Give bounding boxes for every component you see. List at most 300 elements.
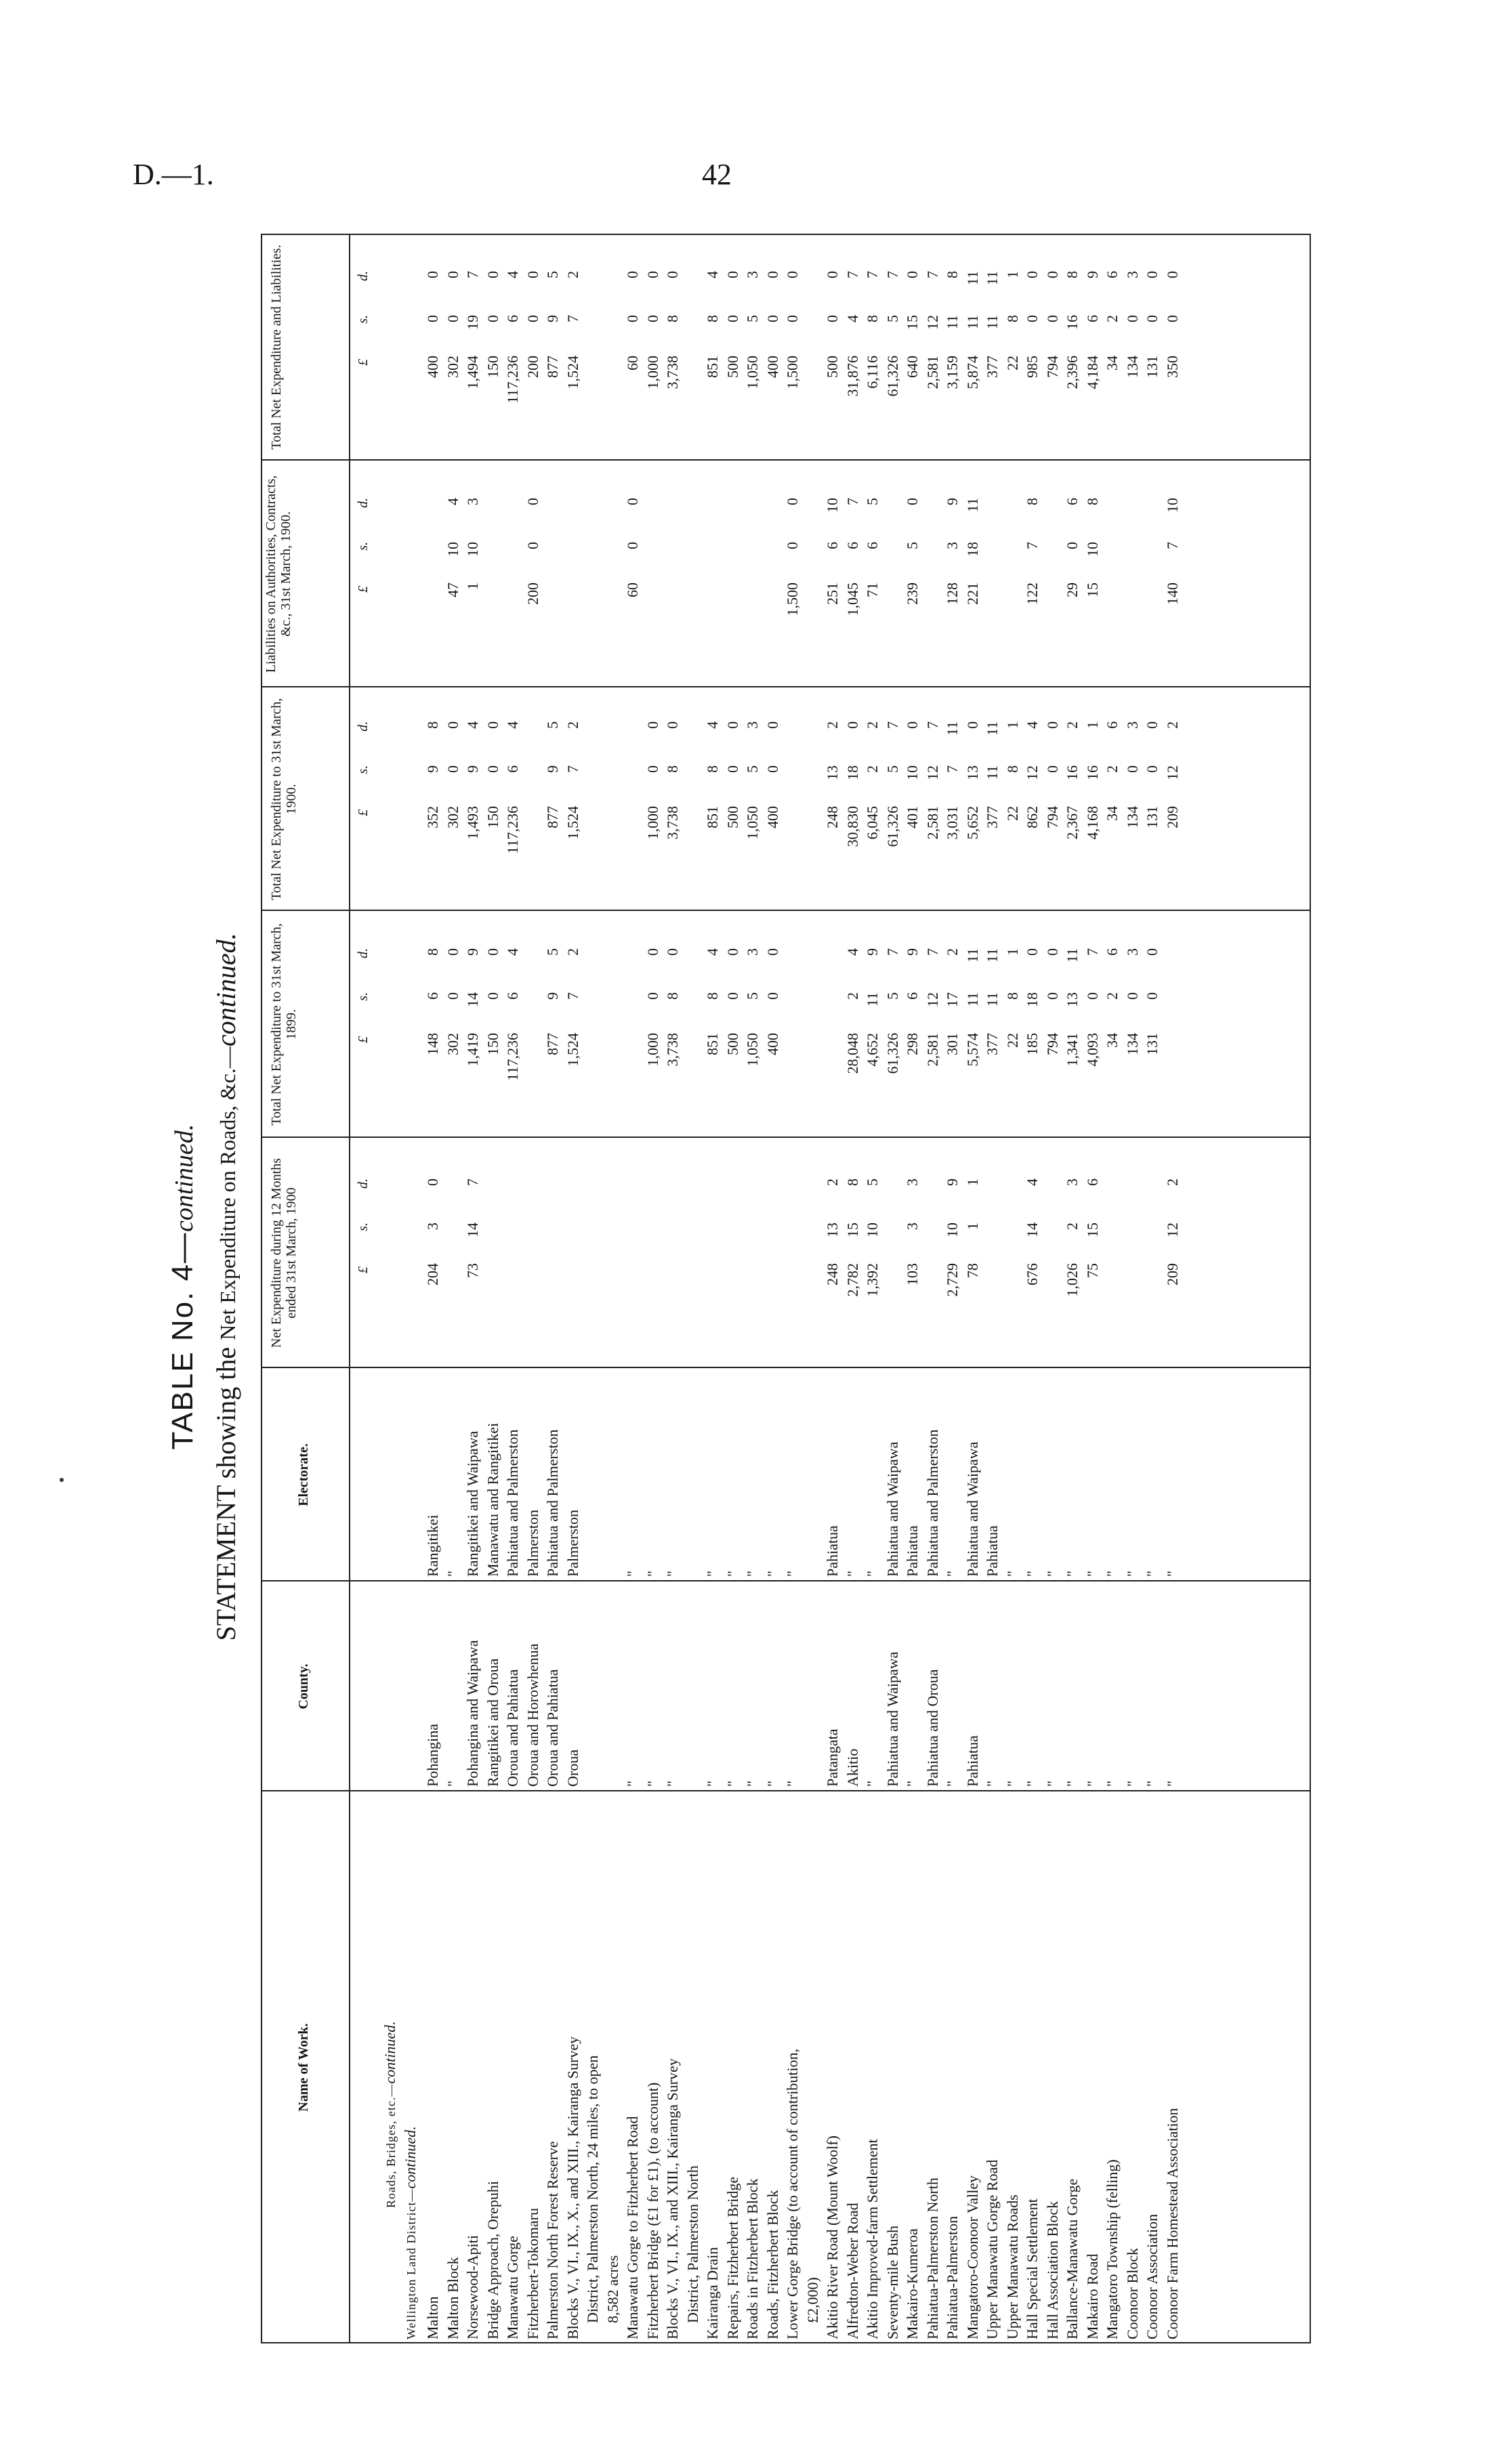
total-and-liabilities-pounds: 500 bbox=[724, 356, 741, 378]
total-to-1899-pounds: 851 bbox=[704, 1033, 721, 1055]
total-to-1900-shillings: 12 bbox=[923, 765, 941, 780]
total-to-1900-pence: 2 bbox=[1163, 721, 1181, 729]
work-name: Blocks V., VI., IX., X., and XIII., Kairanga Survey bbox=[564, 2036, 581, 2339]
total-to-1900-pounds: 1,050 bbox=[744, 806, 761, 840]
total-to-1899-pence: 4 bbox=[704, 948, 721, 956]
total-to-1899-pounds: 61,326 bbox=[883, 1033, 901, 1074]
total-to-1899-pounds: 500 bbox=[724, 1033, 741, 1055]
table-row bbox=[903, 235, 922, 2343]
total-and-liabilities-pence: 0 bbox=[664, 271, 681, 278]
total-and-liabilities-shillings: 0 bbox=[764, 315, 781, 322]
table-row bbox=[983, 235, 1002, 2343]
total-and-liabilities-pounds: 794 bbox=[1043, 356, 1061, 378]
table-row bbox=[1023, 235, 1042, 2343]
work-name: Palmerston North Forest Reserve bbox=[544, 2141, 561, 2339]
electorate-cell: " bbox=[784, 1571, 801, 1577]
net-during-year-shillings: 10 bbox=[944, 1223, 961, 1237]
total-to-1900-shillings: 5 bbox=[744, 765, 761, 773]
total-to-1900-shillings: 0 bbox=[724, 765, 741, 773]
total-to-1900-pence: 2 bbox=[864, 721, 881, 729]
net-during-year-shillings: 3 bbox=[424, 1223, 441, 1230]
total-to-1899-pence: 9 bbox=[864, 948, 881, 956]
document-reference: D.—1. bbox=[133, 158, 214, 191]
total-and-liabilities-shillings: 5 bbox=[744, 315, 761, 322]
work-name: District, Palmerston North, 24 miles, to open bbox=[584, 2055, 601, 2323]
total-and-liabilities-pounds: 640 bbox=[904, 356, 921, 378]
net-during-year-shillings: 14 bbox=[1024, 1223, 1041, 1237]
total-to-1900-pounds: 248 bbox=[824, 806, 841, 828]
liabilities-pence: 10 bbox=[824, 498, 841, 513]
electorate-cell: " bbox=[444, 1571, 461, 1577]
net-during-year-shillings: 1 bbox=[963, 1223, 981, 1230]
table-row bbox=[703, 235, 722, 2343]
total-and-liabilities-pence: 0 bbox=[444, 271, 461, 278]
total-to-1900-pence: 1 bbox=[1083, 721, 1101, 729]
total-and-liabilities-pounds: 1,524 bbox=[564, 356, 581, 389]
header-electorate: Electorate. bbox=[296, 1443, 311, 1506]
total-to-1899-pence: 11 bbox=[963, 948, 981, 963]
total-and-liabilities-pounds: 2,396 bbox=[1064, 356, 1081, 389]
total-and-liabilities-shillings: 5 bbox=[883, 315, 901, 322]
total-to-1900-pounds: 862 bbox=[1024, 806, 1041, 828]
total-to-1900-pence: 6 bbox=[1104, 721, 1121, 729]
work-name: Mangatoro-Coonoor Valley bbox=[963, 2175, 981, 2339]
electorate-cell: Pahiatua bbox=[984, 1525, 1001, 1577]
work-name: District, Palmerston North bbox=[684, 2165, 701, 2323]
table-title bbox=[166, 203, 200, 2371]
total-to-1899-pounds: 877 bbox=[544, 1033, 561, 1055]
electorate-cell: " bbox=[644, 1571, 661, 1577]
work-name: Mangatoro Township (felling) bbox=[1104, 2159, 1121, 2339]
net-during-year-pounds: 204 bbox=[424, 1263, 441, 1286]
work-name: Norsewood-Apiti bbox=[464, 2235, 481, 2339]
net-during-year-shillings: 12 bbox=[1163, 1223, 1181, 1237]
total-to-1899-shillings: 0 bbox=[484, 992, 501, 1000]
total-to-1899-pence: 6 bbox=[1104, 948, 1121, 956]
total-and-liabilities-shillings: 0 bbox=[1024, 315, 1041, 322]
net-during-year-pence: 9 bbox=[944, 1178, 961, 1186]
unit-label: d. bbox=[356, 498, 371, 508]
total-to-1899-pounds: 1,000 bbox=[644, 1033, 661, 1067]
liabilities-pence: 0 bbox=[784, 498, 801, 505]
total-to-1900-pence: 0 bbox=[764, 721, 781, 729]
total-and-liabilities-pence: 11 bbox=[984, 271, 1001, 286]
total-to-1899-shillings: 7 bbox=[564, 992, 581, 1000]
total-to-1900-pounds: 150 bbox=[484, 806, 501, 828]
net-during-year-pounds: 2,729 bbox=[944, 1263, 961, 1297]
county-cell: " bbox=[664, 1781, 681, 1787]
section-heading-text: Roads, Bridges, etc.— bbox=[384, 2083, 398, 2208]
total-to-1899-pounds: 5,574 bbox=[963, 1033, 981, 1067]
district-heading-text: Wellington Land District— bbox=[404, 2188, 418, 2339]
rotated-table-page bbox=[163, 203, 1328, 2371]
total-to-1899-pence: 1 bbox=[1003, 948, 1021, 956]
subtitle-smallcaps: Net Expenditure on Roads, &c.— bbox=[215, 1046, 240, 1340]
total-to-1899-pounds: 1,050 bbox=[744, 1033, 761, 1067]
liabilities-pence: 0 bbox=[904, 498, 921, 505]
total-to-1900-shillings: 11 bbox=[984, 765, 1001, 780]
total-and-liabilities-shillings: 15 bbox=[904, 315, 921, 330]
total-to-1900-shillings: 7 bbox=[944, 765, 961, 773]
total-to-1899-pounds: 134 bbox=[1123, 1033, 1141, 1055]
total-to-1899-shillings: 13 bbox=[1064, 992, 1081, 1007]
table-subtitle bbox=[210, 203, 242, 2371]
net-during-year-shillings: 10 bbox=[864, 1223, 881, 1237]
total-to-1899-shillings: 0 bbox=[1043, 992, 1061, 1000]
total-and-liabilities-pence: 3 bbox=[1123, 271, 1141, 278]
total-and-liabilities-pounds: 3,159 bbox=[944, 356, 961, 389]
total-to-1900-pence: 2 bbox=[824, 721, 841, 729]
total-to-1899-shillings: 0 bbox=[724, 992, 741, 1000]
total-to-1899-pence: 0 bbox=[764, 948, 781, 956]
net-during-year-pence: 2 bbox=[824, 1178, 841, 1186]
total-and-liabilities-pounds: 877 bbox=[544, 356, 561, 378]
county-cell: " bbox=[1024, 1781, 1041, 1787]
total-to-1899-shillings: 12 bbox=[923, 992, 941, 1007]
county-cell: " bbox=[744, 1781, 761, 1787]
total-to-1900-shillings: 0 bbox=[764, 765, 781, 773]
total-and-liabilities-pounds: 400 bbox=[764, 356, 781, 378]
total-and-liabilities-pence: 0 bbox=[644, 271, 661, 278]
county-cell: " bbox=[904, 1781, 921, 1787]
net-during-year-pence: 3 bbox=[1064, 1178, 1081, 1186]
total-and-liabilities-pounds: 4,184 bbox=[1083, 356, 1101, 389]
county-cell: " bbox=[1083, 1781, 1101, 1787]
total-and-liabilities-pence: 1 bbox=[1003, 271, 1021, 278]
table-row bbox=[883, 235, 902, 2343]
total-to-1900-pence: 0 bbox=[1043, 721, 1061, 729]
electorate-cell: " bbox=[624, 1571, 641, 1577]
table-row bbox=[564, 235, 583, 2343]
total-to-1900-pence: 4 bbox=[1024, 721, 1041, 729]
liabilities-shillings: 6 bbox=[843, 542, 861, 549]
table-row bbox=[843, 235, 862, 2343]
electorate-cell: Pahiatua and Waipawa bbox=[883, 1441, 901, 1577]
net-during-year-shillings: 13 bbox=[824, 1223, 841, 1237]
liabilities-pounds: 60 bbox=[624, 582, 641, 597]
total-to-1900-pounds: 401 bbox=[904, 806, 921, 828]
county-cell: Oroua bbox=[564, 1749, 581, 1787]
liabilities-pence: 5 bbox=[864, 498, 881, 505]
total-and-liabilities-pounds: 5,874 bbox=[963, 356, 981, 389]
liabilities-pounds: 200 bbox=[524, 582, 541, 605]
net-during-year-pence: 0 bbox=[424, 1178, 441, 1186]
total-to-1900-shillings: 8 bbox=[704, 765, 721, 773]
total-to-1899-pence: 3 bbox=[1123, 948, 1141, 956]
total-to-1899-pounds: 148 bbox=[424, 1033, 441, 1055]
net-during-year-pence: 3 bbox=[904, 1178, 921, 1186]
total-and-liabilities-pounds: 131 bbox=[1144, 356, 1161, 378]
work-name: Roads, Fitzherbert Block bbox=[764, 2190, 781, 2339]
total-to-1900-pence: 11 bbox=[984, 721, 1001, 736]
electorate-cell: " bbox=[1003, 1571, 1021, 1577]
total-to-1900-shillings: 0 bbox=[644, 765, 661, 773]
total-to-1900-pence: 0 bbox=[904, 721, 921, 729]
electorate-cell: Rangitikei bbox=[424, 1514, 441, 1577]
total-to-1899-pence: 9 bbox=[464, 948, 481, 956]
total-to-1900-pence: 0 bbox=[444, 721, 461, 729]
net-during-year-pounds: 78 bbox=[963, 1263, 981, 1278]
total-to-1899-pence: 0 bbox=[484, 948, 501, 956]
work-name: Blocks V., VI., IX., and XIII., Kairanga Survey bbox=[664, 2058, 681, 2339]
net-during-year-pounds: 676 bbox=[1024, 1263, 1041, 1286]
total-and-liabilities-shillings: 0 bbox=[824, 315, 841, 322]
total-and-liabilities-pence: 9 bbox=[1083, 271, 1101, 278]
table-row bbox=[1043, 235, 1062, 2343]
total-and-liabilities-pence: 0 bbox=[724, 271, 741, 278]
total-and-liabilities-pence: 0 bbox=[484, 271, 501, 278]
work-name: Makairo Road bbox=[1083, 2253, 1101, 2339]
total-and-liabilities-shillings: 8 bbox=[1003, 315, 1021, 322]
total-and-liabilities-pounds: 34 bbox=[1104, 356, 1121, 370]
total-to-1899-shillings: 0 bbox=[1123, 992, 1141, 1000]
table-row bbox=[803, 235, 822, 2343]
total-and-liabilities-pence: 0 bbox=[524, 271, 541, 278]
liabilities-pence: 3 bbox=[464, 498, 481, 505]
total-to-1899-pounds: 131 bbox=[1144, 1033, 1161, 1055]
total-to-1900-pence: 0 bbox=[484, 721, 501, 729]
total-to-1899-pence: 8 bbox=[424, 948, 441, 956]
total-and-liabilities-shillings: 0 bbox=[1123, 315, 1141, 322]
unit-label: £ bbox=[356, 586, 371, 593]
work-name: Fitzherbert-Tokomaru bbox=[524, 2208, 541, 2339]
total-and-liabilities-pounds: 302 bbox=[444, 356, 461, 378]
unit-label: s. bbox=[356, 1223, 371, 1231]
total-to-1899-pounds: 301 bbox=[944, 1033, 961, 1055]
net-during-year-pounds: 2,782 bbox=[843, 1263, 861, 1297]
total-to-1900-pence: 0 bbox=[843, 721, 861, 729]
total-to-1900-shillings: 9 bbox=[544, 765, 561, 773]
net-during-year-shillings: 15 bbox=[843, 1223, 861, 1237]
liabilities-pence: 11 bbox=[963, 498, 981, 513]
district-heading bbox=[402, 2126, 419, 2339]
section-heading bbox=[381, 2021, 399, 2208]
total-to-1900-pounds: 131 bbox=[1144, 806, 1161, 828]
total-to-1900-shillings: 10 bbox=[904, 765, 921, 780]
total-and-liabilities-pence: 2 bbox=[564, 271, 581, 278]
electorate-cell: " bbox=[1043, 1571, 1061, 1577]
work-name: Makairo-Kumeroa bbox=[904, 2228, 921, 2339]
total-to-1900-pence: 2 bbox=[564, 721, 581, 729]
total-to-1899-shillings: 0 bbox=[764, 992, 781, 1000]
total-to-1899-shillings: 5 bbox=[744, 992, 761, 1000]
table-row bbox=[684, 235, 703, 2343]
header-name-of-work: Name of Work. bbox=[296, 2023, 311, 2112]
liabilities-shillings: 10 bbox=[464, 542, 481, 557]
net-during-year-shillings: 3 bbox=[904, 1223, 921, 1230]
total-and-liabilities-pounds: 60 bbox=[624, 356, 641, 370]
total-to-1899-pounds: 3,738 bbox=[664, 1033, 681, 1067]
total-to-1900-pence: 0 bbox=[724, 721, 741, 729]
total-and-liabilities-shillings: 7 bbox=[564, 315, 581, 322]
work-name: 8,582 acres bbox=[604, 2255, 621, 2323]
electorate-cell: Pahiatua and Palmerston bbox=[504, 1429, 521, 1577]
liabilities-shillings: 7 bbox=[1024, 542, 1041, 549]
county-cell: Pahiatua and Waipawa bbox=[883, 1651, 901, 1787]
electorate-cell: Pahiatua and Palmerston bbox=[923, 1429, 941, 1577]
total-to-1899-pounds: 377 bbox=[984, 1033, 1001, 1055]
total-to-1900-pounds: 2,581 bbox=[923, 806, 941, 840]
county-cell: " bbox=[784, 1781, 801, 1787]
table-title-main: TABLE No. 4— bbox=[166, 1231, 199, 1450]
work-name: Pahiatua-Palmerston bbox=[944, 2215, 961, 2339]
total-to-1899-pence: 9 bbox=[904, 948, 921, 956]
total-to-1899-pence: 0 bbox=[1024, 948, 1041, 956]
total-to-1899-shillings: 0 bbox=[644, 992, 661, 1000]
table-row bbox=[484, 235, 503, 2343]
total-and-liabilities-shillings: 8 bbox=[704, 315, 721, 322]
total-to-1900-pounds: 400 bbox=[764, 806, 781, 828]
total-and-liabilities-pence: 7 bbox=[864, 271, 881, 278]
electorate-cell: " bbox=[724, 1571, 741, 1577]
total-to-1900-pence: 4 bbox=[504, 721, 521, 729]
work-name: Lower Gorge Bridge (to account of contribution, bbox=[784, 2048, 801, 2339]
county-cell: " bbox=[1163, 1781, 1181, 1787]
total-to-1899-pence: 4 bbox=[504, 948, 521, 956]
total-to-1900-pounds: 117,236 bbox=[504, 806, 521, 854]
total-to-1899-pounds: 794 bbox=[1043, 1033, 1061, 1055]
expenditure-table bbox=[261, 234, 1311, 2343]
total-and-liabilities-shillings: 19 bbox=[464, 315, 481, 330]
work-name: Malton Block bbox=[444, 2257, 461, 2339]
total-and-liabilities-pence: 6 bbox=[1104, 271, 1121, 278]
net-during-year-pounds: 75 bbox=[1083, 1263, 1101, 1278]
total-and-liabilities-pounds: 6,116 bbox=[864, 356, 881, 389]
county-cell: Rangitikei and Oroua bbox=[484, 1658, 501, 1787]
header-net-during-year: Net Expenditure during 12 Months ended 31st March, 1900 bbox=[269, 1158, 299, 1348]
liabilities-pounds: 239 bbox=[904, 582, 921, 605]
total-and-liabilities-pounds: 500 bbox=[824, 356, 841, 378]
table-row bbox=[1123, 235, 1142, 2343]
total-to-1899-shillings: 18 bbox=[1024, 992, 1041, 1007]
total-to-1900-pence: 0 bbox=[664, 721, 681, 729]
total-to-1899-pence: 3 bbox=[744, 948, 761, 956]
work-name: Kairanga Drain bbox=[704, 2247, 721, 2339]
total-to-1899-pence: 0 bbox=[664, 948, 681, 956]
total-to-1899-shillings: 11 bbox=[963, 992, 981, 1007]
table-row bbox=[583, 235, 602, 2343]
total-to-1899-pence: 7 bbox=[883, 948, 901, 956]
liabilities-pounds: 71 bbox=[864, 582, 881, 597]
table-row bbox=[724, 235, 743, 2343]
net-during-year-pounds: 209 bbox=[1163, 1263, 1181, 1286]
total-to-1900-pounds: 3,031 bbox=[944, 806, 961, 840]
electorate-cell: " bbox=[1163, 1571, 1181, 1577]
total-to-1900-shillings: 2 bbox=[864, 765, 881, 773]
total-and-liabilities-pounds: 400 bbox=[424, 356, 441, 378]
liabilities-shillings: 6 bbox=[864, 542, 881, 549]
liabilities-shillings: 18 bbox=[963, 542, 981, 557]
total-and-liabilities-pounds: 377 bbox=[984, 356, 1001, 378]
electorate-cell: Pahiatua bbox=[824, 1525, 841, 1577]
liabilities-pence: 7 bbox=[843, 498, 861, 505]
work-name: Manawatu Gorge bbox=[504, 2236, 521, 2339]
work-name: Upper Manawatu Gorge Road bbox=[984, 2159, 1001, 2339]
page-mark bbox=[60, 1478, 64, 1482]
total-to-1899-shillings: 6 bbox=[504, 992, 521, 1000]
table-row bbox=[444, 235, 463, 2343]
total-to-1900-pounds: 302 bbox=[444, 806, 461, 828]
total-to-1900-shillings: 13 bbox=[963, 765, 981, 780]
total-and-liabilities-shillings: 0 bbox=[724, 315, 741, 322]
total-and-liabilities-pence: 4 bbox=[504, 271, 521, 278]
net-during-year-pounds: 1,026 bbox=[1064, 1263, 1081, 1297]
work-name: Upper Manawatu Roads bbox=[1003, 2194, 1021, 2339]
total-and-liabilities-shillings: 0 bbox=[1043, 315, 1061, 322]
liabilities-shillings: 3 bbox=[944, 542, 961, 549]
liabilities-pence: 8 bbox=[1083, 498, 1101, 505]
total-and-liabilities-pence: 0 bbox=[764, 271, 781, 278]
liabilities-pounds: 122 bbox=[1024, 582, 1041, 605]
total-and-liabilities-pence: 7 bbox=[843, 271, 861, 278]
total-and-liabilities-pounds: 2,581 bbox=[923, 356, 941, 389]
electorate-cell: " bbox=[944, 1571, 961, 1577]
work-name: Akitio Improved-farm Settlement bbox=[864, 2139, 881, 2339]
total-to-1899-shillings: 17 bbox=[944, 992, 961, 1007]
total-to-1900-shillings: 18 bbox=[843, 765, 861, 780]
total-and-liabilities-pence: 7 bbox=[923, 271, 941, 278]
total-and-liabilities-pence: 0 bbox=[1163, 271, 1181, 278]
total-to-1899-shillings: 8 bbox=[704, 992, 721, 1000]
total-to-1899-pence: 2 bbox=[564, 948, 581, 956]
total-to-1899-pounds: 150 bbox=[484, 1033, 501, 1055]
county-cell: Pohangina bbox=[424, 1724, 441, 1787]
table-row bbox=[423, 235, 442, 2343]
total-to-1900-shillings: 0 bbox=[444, 765, 461, 773]
table-row bbox=[823, 235, 842, 2343]
total-to-1899-pounds: 2,581 bbox=[923, 1033, 941, 1067]
table-row bbox=[1083, 235, 1102, 2343]
liabilities-pounds: 128 bbox=[944, 582, 961, 605]
total-and-liabilities-pence: 4 bbox=[704, 271, 721, 278]
liabilities-shillings: 0 bbox=[624, 542, 641, 549]
total-to-1900-pence: 0 bbox=[1144, 721, 1161, 729]
county-cell: " bbox=[984, 1781, 1001, 1787]
total-to-1899-shillings: 6 bbox=[904, 992, 921, 1000]
total-to-1900-shillings: 16 bbox=[1083, 765, 1101, 780]
total-and-liabilities-pence: 0 bbox=[824, 271, 841, 278]
liabilities-pence: 10 bbox=[1163, 498, 1181, 513]
work-name: Bridge Approach, Orepuhi bbox=[484, 2181, 501, 2339]
unit-label: £ bbox=[356, 809, 371, 816]
total-and-liabilities-pounds: 31,876 bbox=[843, 356, 861, 397]
county-cell: " bbox=[644, 1781, 661, 1787]
work-name: Hall Special Settlement bbox=[1024, 2199, 1041, 2339]
total-to-1900-pounds: 30,830 bbox=[843, 806, 861, 847]
total-to-1899-pence: 7 bbox=[923, 948, 941, 956]
table-row bbox=[463, 235, 482, 2343]
total-and-liabilities-shillings: 0 bbox=[424, 315, 441, 322]
table-row bbox=[764, 235, 782, 2343]
liabilities-pounds: 140 bbox=[1163, 582, 1181, 605]
county-cell: " bbox=[1043, 1781, 1061, 1787]
total-to-1899-pounds: 298 bbox=[904, 1033, 921, 1055]
electorate-cell: Rangitikei and Waipawa bbox=[464, 1430, 481, 1577]
total-and-liabilities-pounds: 117,236 bbox=[504, 356, 521, 404]
unit-label: £ bbox=[356, 1267, 371, 1273]
total-to-1899-pence: 4 bbox=[843, 948, 861, 956]
total-to-1899-shillings: 8 bbox=[664, 992, 681, 1000]
total-and-liabilities-shillings: 16 bbox=[1064, 315, 1081, 330]
net-during-year-pence: 7 bbox=[464, 1178, 481, 1186]
work-name: Akitio River Road (Mount Woolf) bbox=[824, 2136, 841, 2339]
total-and-liabilities-shillings: 2 bbox=[1104, 315, 1121, 322]
total-and-liabilities-shillings: 12 bbox=[923, 315, 941, 330]
electorate-cell: " bbox=[1104, 1571, 1121, 1577]
subtitle-prefix: STATEMENT showing the bbox=[211, 1340, 241, 1641]
total-to-1900-pence: 7 bbox=[883, 721, 901, 729]
unit-label: d. bbox=[356, 1178, 371, 1189]
